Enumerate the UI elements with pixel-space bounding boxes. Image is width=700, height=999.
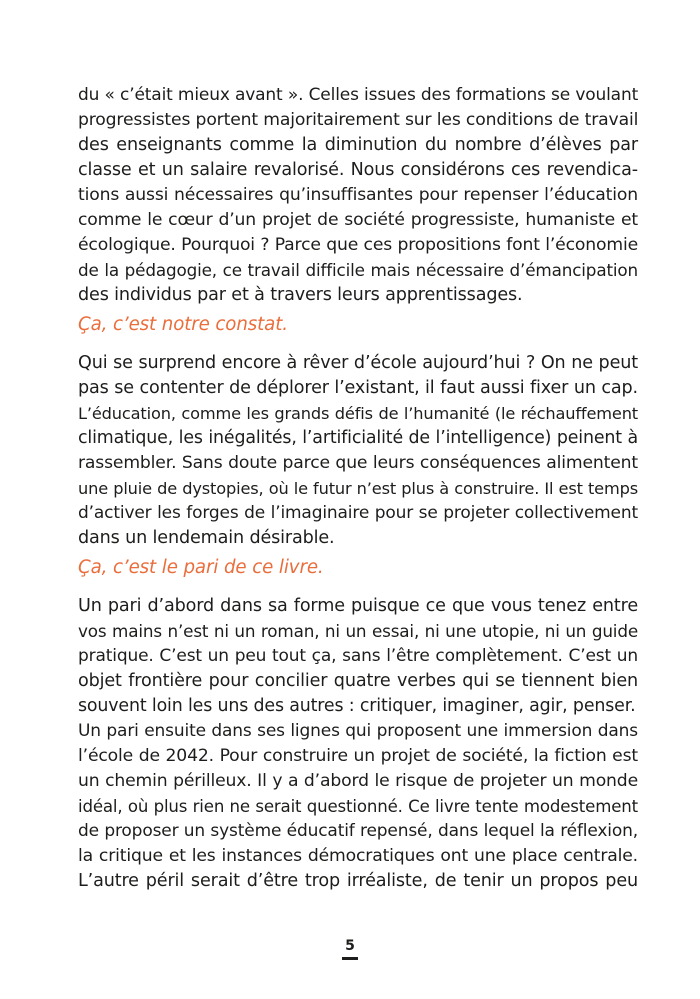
section-heading-constat: Ça, c’est notre constat.: [78, 314, 288, 335]
text-line: tions aussi nécessaires qu’insuffisantes pour repenser l’éducation: [78, 185, 638, 205]
paragraph-3: [78, 594, 638, 894]
text-line: pas se contenter de déplorer l’existant, il faut aussi fixer un cap.: [78, 378, 638, 398]
paragraph-2: [78, 351, 638, 551]
text-line: de la pédagogie, ce travail difficile mais nécessaire d’émancipation: [78, 260, 638, 280]
text-line: Un pari d’abord dans sa forme puisque ce que vous tenez entre: [78, 596, 638, 616]
text-line: la critique et les instances démocratiques ont une place centrale.: [78, 846, 638, 866]
text-line: de proposer un système éducatif repensé, dans lequel la réflexion,: [78, 821, 638, 841]
text-line: L’autre péril serait d’être trop irréaliste, de tenir un propos peu: [78, 871, 638, 891]
text-line: une pluie de dystopies, où le futur n’est plus à construire. Il est temps: [78, 479, 638, 498]
page-number: 5: [342, 938, 358, 960]
text-line: souvent loin les uns des autres : critiquer, imaginer, agir, penser.: [78, 696, 636, 716]
page-body: [78, 83, 638, 894]
text-line: l’école de 2042. Pour construire un projet de société, la fiction est: [78, 746, 638, 766]
text-line: progressistes portent majoritairement sur les conditions de travail: [78, 110, 639, 130]
text-line: vos mains n’est ni un roman, ni un essai, ni une utopie, ni un guide: [78, 621, 638, 641]
text-line: climatique, les inégalités, l’artificialité de l’intelligence) peinent à: [78, 428, 638, 448]
text-line: idéal, où plus rien ne serait questionné. Ce livre tente modestement: [78, 797, 638, 816]
paragraph-1: [78, 83, 638, 308]
text-line: rassembler. Sans doute parce que leurs conséquences alimentent: [78, 453, 638, 473]
text-line: des enseignants comme la diminution du nombre d’élèves par: [78, 135, 638, 155]
text-line: écologique. Pourquoi ? Parce que ces propositions font l’économie: [78, 235, 638, 255]
text-line: L’éducation, comme les grands défis de l’humanité (le réchauffement: [78, 404, 638, 423]
text-line: un chemin périlleux. Il y a d’abord le risque de projeter un monde: [78, 771, 638, 791]
text-line: d’activer les forges de l’imaginaire pour se projeter collectivement: [78, 503, 638, 523]
text-line: Qui se surprend encore à rêver d’école aujourd’hui ? On ne peut: [78, 353, 638, 373]
text-line: pratique. C’est un peu tout ça, sans l’être complètement. C’est un: [78, 646, 638, 666]
text-line: dans un lendemain désirable.: [78, 528, 335, 548]
page-number-footer: [0, 935, 700, 960]
text-line: des individus par et à travers leurs apprentissages.: [78, 285, 523, 305]
text-line: comme le cœur d’un projet de société progressiste, humaniste et: [78, 210, 638, 230]
text-line: objet frontière pour concilier quatre verbes qui se tiennent bien: [78, 671, 638, 691]
text-line: du « c’était mieux avant ». Celles issues des formations se voulant: [78, 85, 639, 105]
section-heading-pari: Ça, c’est le pari de ce livre.: [78, 557, 324, 578]
text-line: classe et un salaire revalorisé. Nous considérons ces revendica-: [78, 160, 638, 180]
text-line: Un pari ensuite dans ses lignes qui proposent une immersion dans: [78, 721, 638, 741]
